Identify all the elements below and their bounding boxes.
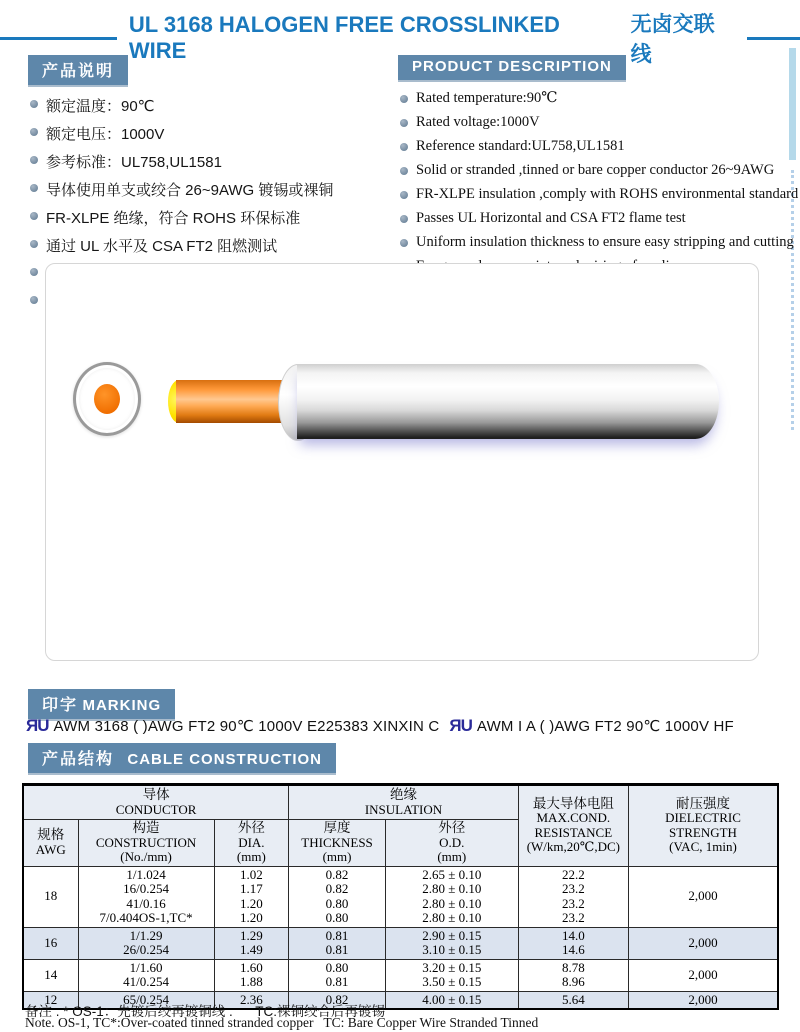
title-dash-left	[0, 37, 117, 40]
marking-text-1: AWM 3168 ( )AWG FT2 90℃ 1000V E225383 XINXIN C	[53, 718, 440, 735]
bullet-item	[400, 138, 793, 155]
column-group-header: 导体 CONDUCTOR	[23, 785, 289, 820]
wire-core-icon	[94, 384, 120, 414]
section-construction	[28, 743, 336, 773]
bullet-item	[400, 210, 793, 227]
column-header: 外径 O.D. (mm)	[385, 820, 518, 867]
footnote-en: Note. OS-1, TC*:Over-coated tinned stranded copper TC: Bare Copper Wire Stranded Tinned	[25, 1015, 539, 1030]
bullet-icon	[30, 268, 38, 276]
dielectric-cell: 2,000	[628, 927, 778, 959]
footnote-zh: 备注 . * OS-1：先镀后绞再镀铜线 . TC:裸铜绞合后再镀锡	[25, 1004, 386, 1019]
column-header: 耐压强度 DIELECTRIC STRENGTH (VAC, 1min)	[628, 785, 778, 867]
bullet-text: 通过 UL 水平及 CSA FT2 阻燃测试	[46, 238, 278, 255]
marking-text-2: AWM I A ( )AWG FT2 90℃ 1000V HF	[476, 718, 734, 735]
cable-construction-table	[22, 783, 779, 1010]
table-cell: 4.00 ± 0.15	[385, 991, 518, 1009]
marking-header-en: MARKING	[82, 697, 162, 714]
awg-cell: 12	[23, 991, 78, 1009]
table-header-row	[23, 785, 778, 820]
column-header: 最大导体电阻 MAX.COND. RESISTANCE (W/km,20℃,DC)	[518, 785, 628, 867]
column-group-header: 绝缘 INSULATION	[289, 785, 519, 820]
bullet-icon	[400, 167, 408, 175]
bullet-icon	[30, 296, 38, 304]
bullet-item	[400, 186, 799, 203]
title-dash-right	[747, 37, 800, 40]
bullet-item	[30, 151, 388, 172]
bullet-text: 额定温度：90℃	[46, 98, 155, 115]
bullet-icon	[400, 191, 408, 199]
bullet-text: Reference standard:UL758,UL1581	[416, 138, 625, 154]
construction-header-en: CABLE CONSTRUCTION	[127, 751, 323, 768]
bullet-item	[400, 114, 793, 131]
bullet-icon	[30, 212, 38, 220]
bullet-text: 额定电压：1000V	[46, 126, 165, 143]
bullet-icon	[400, 239, 408, 247]
awg-cell: 14	[23, 959, 78, 991]
table-cell: 1.02 1.17 1.20 1.20	[214, 866, 289, 927]
bullet-list-en	[398, 90, 799, 275]
bullet-item	[30, 207, 388, 228]
dielectric-cell: 2,000	[628, 866, 778, 927]
table-cell: 8.78 8.96	[518, 959, 628, 991]
table-cell: 0.82	[289, 991, 386, 1009]
table-cell: 0.81 0.81	[289, 927, 386, 959]
ul-recognized-icon: ЯU	[26, 716, 49, 735]
table-cell: 1/1.29 26/0.254	[78, 927, 214, 959]
table-row	[23, 959, 778, 991]
table-cell: 3.20 ± 0.15 3.50 ± 0.15	[385, 959, 518, 991]
section-marking	[28, 689, 175, 719]
table-cell: 0.80 0.81	[289, 959, 386, 991]
section-header-en-label: PRODUCT DESCRIPTION	[412, 58, 612, 75]
bullet-item	[30, 179, 388, 200]
awg-cell: 16	[23, 927, 78, 959]
table-cell: 1/1.60 41/0.254	[78, 959, 214, 991]
bullet-icon	[30, 100, 38, 108]
bullet-icon	[30, 240, 38, 248]
bullet-text: FR-XLPE 绝缘，符合 ROHS 环保标准	[46, 210, 301, 227]
bullet-icon	[400, 143, 408, 151]
bullet-text: FR-XLPE insulation ,comply with ROHS environmental standard	[416, 186, 799, 202]
bullet-icon	[30, 184, 38, 192]
wire-illustration-panel	[45, 263, 759, 661]
dielectric-cell: 2,000	[628, 959, 778, 991]
bullet-text: Rated temperature:90℃	[416, 90, 558, 106]
bullet-item	[400, 234, 793, 251]
table-row	[23, 927, 778, 959]
marking-line	[26, 716, 792, 736]
bullet-text: Uniform insulation thickness to ensure easy stripping and cutting	[416, 234, 794, 250]
table-cell: 2.65 ± 0.10 2.80 ± 0.10 2.80 ± 0.10 2.80 ± 0.10	[385, 866, 518, 927]
table-cell: 2.36	[214, 991, 289, 1009]
bullet-icon	[30, 128, 38, 136]
table-cell: 2.90 ± 0.15 3.10 ± 0.15	[385, 927, 518, 959]
wire-insulation-body-icon	[297, 364, 719, 439]
page-title-zh: 无卤交联线	[630, 13, 715, 66]
wire-cross-section-icon	[73, 362, 141, 436]
column-header: 规格 AWG	[23, 820, 78, 867]
section-header-zh	[28, 55, 128, 85]
bullet-icon	[400, 119, 408, 127]
bullet-text: Passes UL Horizontal and CSA FT2 flame test	[416, 210, 686, 226]
table-cell: 14.0 14.6	[518, 927, 628, 959]
table-cell: 65/0.254	[78, 991, 214, 1009]
marking-header-zh: 印字	[42, 697, 79, 714]
bullet-text: Solid or stranded ,tinned or bare copper conductor 26~9AWG	[416, 162, 775, 178]
table-cell: 5.64	[518, 991, 628, 1009]
bullet-item	[400, 162, 793, 179]
column-header: 厚度 THICKNESS (mm)	[289, 820, 386, 867]
table-row	[23, 866, 778, 927]
table-cell: 1.29 1.49	[214, 927, 289, 959]
column-header: 外径 DIA. (mm)	[214, 820, 289, 867]
section-header-zh-label: 产品说明	[42, 63, 115, 80]
bullet-item	[30, 95, 388, 116]
page-title-en: UL 3168 HALOGEN FREE CROSSLINKED WIRE	[128, 12, 560, 63]
table-cell: 22.2 23.2 23.2 23.2	[518, 866, 628, 927]
dielectric-cell: 2,000	[628, 991, 778, 1009]
spec-table-wrap	[22, 783, 779, 1010]
column-header: 构造 CONSTRUCTION (No./mm)	[78, 820, 214, 867]
bullet-item	[400, 90, 793, 107]
bullet-text: 导体使用单支或绞合 26~9AWG 镀锡或裸铜	[46, 182, 334, 199]
bullet-item	[30, 123, 388, 144]
bullet-item	[30, 235, 388, 256]
table-cell: 1/1.024 16/0.254 41/0.16 7/0.404OS-1,TC*	[78, 866, 214, 927]
section-header-en	[398, 55, 626, 80]
bullet-icon	[30, 156, 38, 164]
table-cell: 1.60 1.88	[214, 959, 289, 991]
ul-recognized-icon: ЯU	[449, 716, 472, 735]
awg-cell: 18	[23, 866, 78, 927]
construction-header-zh: 产品结构	[42, 751, 115, 768]
bullet-icon	[400, 95, 408, 103]
bullet-text: Rated voltage:1000V	[416, 114, 540, 130]
bullet-text: 参考标准：UL758,UL1581	[46, 154, 222, 171]
section-product-desc-en	[398, 55, 799, 282]
bullet-icon	[400, 215, 408, 223]
table-cell: 0.82 0.82 0.80 0.80	[289, 866, 386, 927]
